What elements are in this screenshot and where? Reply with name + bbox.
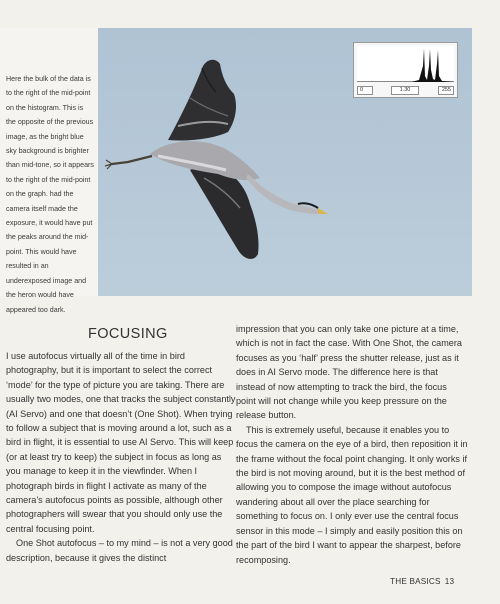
histogram-panel: [353, 42, 458, 98]
body-paragraph: I use autofocus virtually all of the time in bird photography, but it is important to select the correct ‘mode’ for the type of picture you are taking. There are usually two modes, one that tracks the subject constantly (AI Servo) and one that doesn’t (One Shot). When trying to follow a subject that is moving around a lot, such as a bird in flight, it is essential to use AI Servo. This will keep (or at least try to keep) the subject in focus as long as you manage to keep it in the viewfinder. When I photograph birds in flight I activate as many of the camera’s autofocus points as possible, although other photographers will swear that you should only use the central focusing point.: [6, 351, 236, 534]
histogram-high-value: 255: [438, 86, 454, 95]
body-column-right: [236, 322, 468, 567]
body-paragraph: This is extremely useful, because it enables you to focus the camera on the eye of a bird, then reposition it in the frame without the focal point changing. It only works if the bird is not moving around, but it is the best method of allowing you to compose the image without autofocus wandering about all over the place searching for something to focus on. I only ever use the central focus sensor in this mode – I simply and easily position this on the part of the bird I want to appear the sharpest, before recomposing.: [236, 424, 468, 565]
caption-panel: [0, 28, 98, 314]
body-column-left: [6, 349, 237, 565]
body-paragraph: impression that you can only take one picture at a time, which is not in fact the case. With One Shot, the camera focuses as you ‘half’ press the shutter release, just as it does in AI Servo mode. The difference here is that instead of now attempting to track the bird, the focus point will not change while you keep pressure on the release button.: [236, 324, 462, 421]
section-heading: FOCUSING: [88, 326, 168, 342]
histogram-graph: [357, 46, 454, 82]
page-number: 13: [444, 577, 455, 586]
histogram-low-value: 0: [357, 86, 373, 95]
body-paragraph: One Shot autofocus – to my mind – is not a very good description, because it gives the distinct: [6, 538, 233, 563]
section-name: THE BASICS: [390, 577, 441, 586]
page-footer: [390, 577, 454, 586]
histogram-mid-value: 1.30: [391, 86, 419, 95]
photo-caption: Here the bulk of the data is to the right of the mid-point on the histogram. This is the opposite of the previous image, as the bright blue sky background is brighter than mid-tone, so it appears to the right of the mid-point on the graph. had the camera itself made the exposure, it would have put the peaks around the mid-point. This would have resulted in an underexposed image and the heron would have appeared too dark.: [6, 75, 94, 314]
